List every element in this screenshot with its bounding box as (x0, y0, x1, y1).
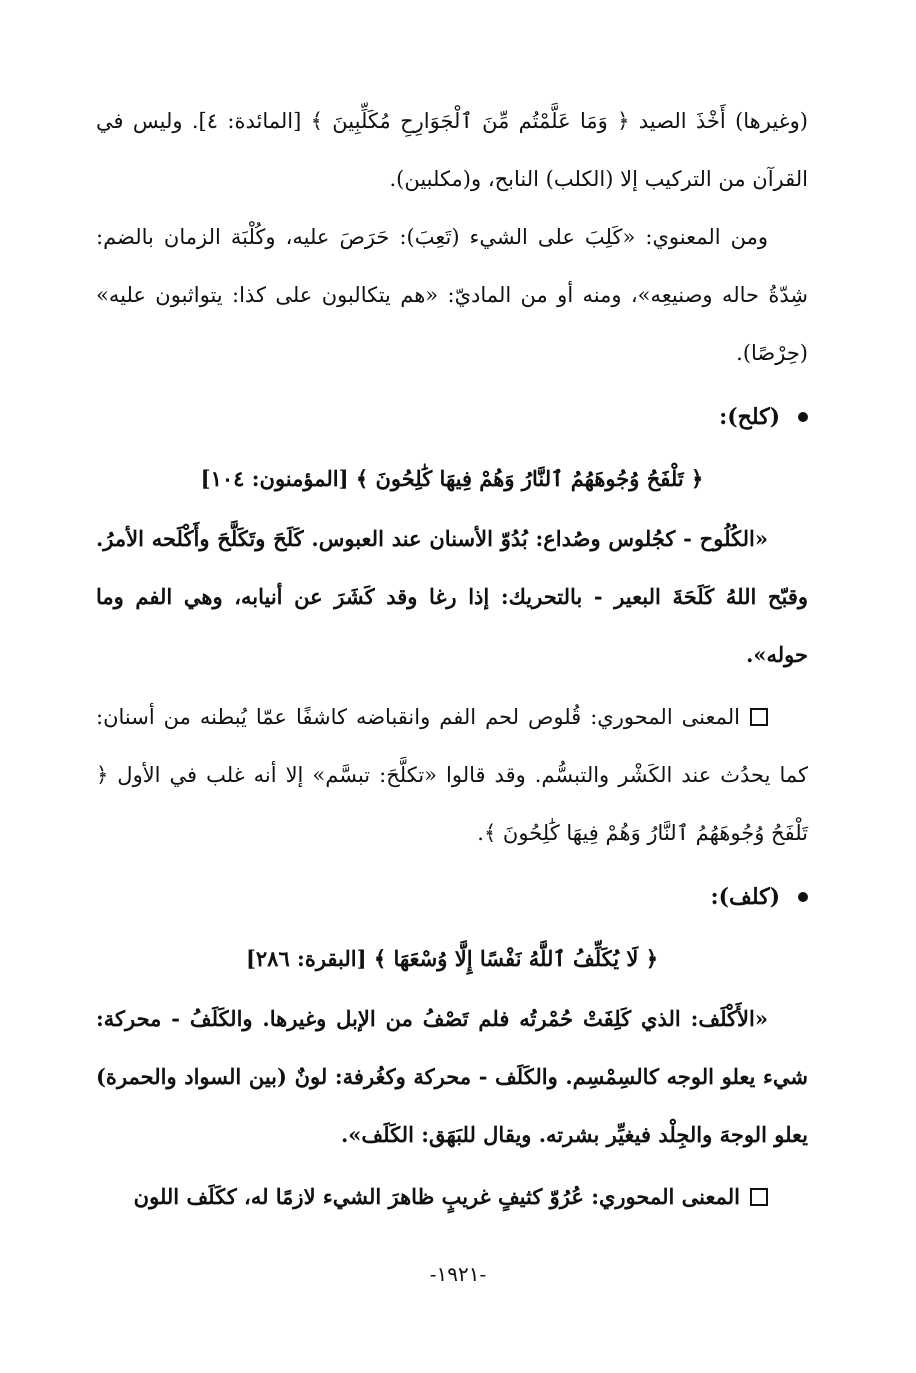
bullet-icon (798, 892, 808, 902)
paragraph-kalah-core-meaning (96, 688, 808, 862)
paragraph-kalb-end: (وغيرها) أَخْذَ الصيد ﴿ وَمَا عَلَّمْتُم مِّنَ ٱلْجَوَارِحِ مُكَلِّبِينَ ﴾ [المائدة: ٤]. وليس في القرآن من التركيب إلا (الكلب) النابح، و(مكلبين). (96, 109, 808, 191)
paragraph-kalah-lexical: «الكُلُوح - كجُلوس وصُداع: بُدُوّ الأسنان عند العبوس. كَلَحَ وتَكَلَّحَ وأَكْلَحه الأمرُ. وقبّح اللهُ كَلَحَةَ البعير - بالتحريك: إذا رغا وقد كَشَرَ عن أنيابه، وهي الفم وما حوله». (96, 526, 808, 667)
page-body (96, 92, 808, 1226)
square-box-icon (750, 708, 768, 726)
quran-verse-baqara: ﴿ لَا يُكَلِّفُ ٱللَّهُ نَفْسًا إِلَّا وُسْعَهَا ﴾ [البقرة: ٢٨٦] (245, 946, 659, 971)
page-number: -١٩٢١- (429, 1262, 487, 1286)
core-meaning-text: المعنى المحوري: عُرُوّ كثيفٍ غريبٍ ظاهرَ الشيء لازمًا له، ككَلَف اللون (133, 1184, 740, 1209)
entry-heading-label: (كلف): (710, 884, 780, 910)
entry-heading-kalaf (96, 866, 808, 928)
entry-heading-kalah (96, 386, 808, 448)
paragraph-kalaf-lexical: «الأَكْلَف: الذي كَلِفَتْ حُمْرتُه فلم تَصْفُ من الإبل وغيرها. والكَلَفُ - محركة: شيء يعلو الوجه كالسِمْسِم. والكَلَف - محركة وكغُرفة: لونٌ (بين السواد والحمرة) يعلو الوجهَ والجِلْد فيغيِّر بشرته. ويقال للبَهَق: الكَلَف». (96, 1006, 808, 1147)
square-box-icon (750, 1188, 768, 1206)
entry-heading-label: (كلح): (719, 404, 780, 430)
bullet-icon (798, 412, 808, 422)
quran-verse-muminun: ﴿ تَلْفَحُ وُجُوهَهُمُ ٱلنَّارُ وَهُمْ فِيهَا كَٰلِحُونَ ﴾ [المؤمنون: ١٠٤] (200, 466, 704, 491)
paragraph-kalaf-core-meaning (96, 1168, 808, 1226)
paragraph-kalb-figurative: ومن المعنوي: «كَلِبَ على الشيء (تَعِبَ): حَرَصَ عليه، وكُلْبَة الزمان بالضم: شِدّةُ حاله وصنيعِه»، ومنه أو من الماديّ: «هم يتكالبون على كذا: يتواثبون عليه» (حِرْصًا). (96, 225, 808, 365)
core-meaning-text: المعنى المحوري: قُلوص لحم الفم وانقباضه كاشفًا عمّا يُبطنه من أسنان: كما يحدُث عند الكَشْر والتبسُّم. وقد قالوا «تكلَّحَ: تبسَّم» إلا أنه غلب في الأول ﴿ تَلْفَحُ وُجُوهَهُمُ ٱلنَّارُ وَهُمْ فِيهَا كَٰلِحُونَ ﴾. (96, 705, 808, 845)
